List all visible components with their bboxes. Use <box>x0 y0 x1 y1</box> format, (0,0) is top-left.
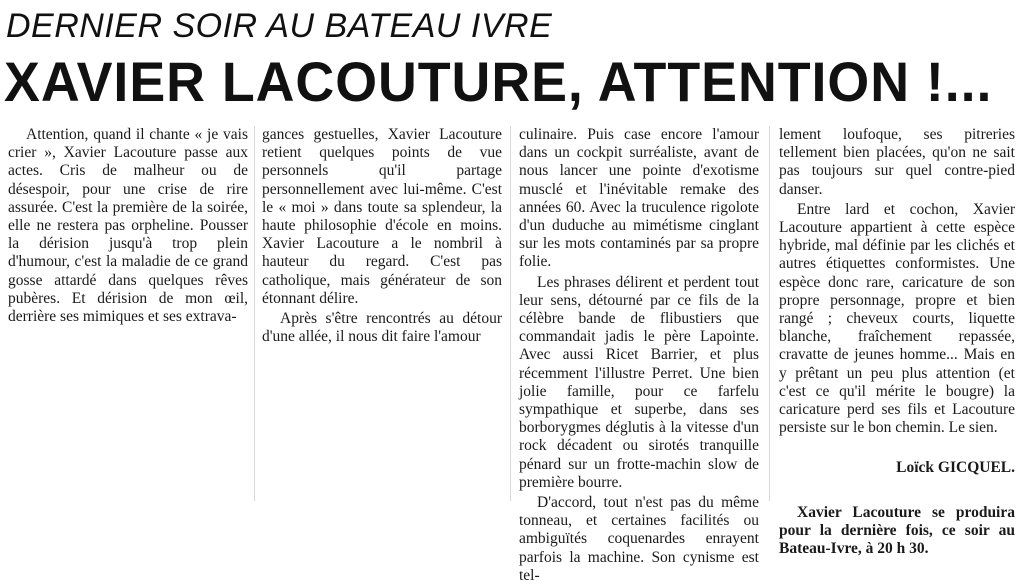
paragraph: Les phrases délirent et perdent tout leur sens, détourné par ce fils de la célèbre bande de flibustiers que commandait jadis le père Lapointe. Avec aussi Ricet Barrier, et plus récemment l'illustre Perret. Une bien jolie famille, pour ce farfelu sympathique et superbe, dans ses borborygmes déglutis à la vitesse d'un rock décadent ou sirotés tranquille pénard sur un frotte-machin slow de première bourre. <box>519 273 759 491</box>
event-note: Xavier Lacouture se produira pour la dernière fois, ce soir au Bateau-Ivre, à 20 h 30. <box>779 503 1015 558</box>
kicker: DERNIER SOIR AU BATEAU IVRE <box>6 7 553 45</box>
column-separator <box>254 126 255 501</box>
article-column-4 <box>779 126 1015 558</box>
column-separator <box>510 126 511 501</box>
author-signature: Loïck GICQUEL. <box>896 459 1015 477</box>
article-column-1 <box>8 126 248 326</box>
paragraph: D'accord, tout n'est pas du même tonneau, et certaines facilités ou ambiguïtés coquenardes enrayent parfois la machine. Son cynisme est tel- <box>519 494 759 584</box>
paragraph: Attention, quand il chante « je vais crier », Xavier Lacouture passe aux actes. Cris de malheur ou de désespoir, pour une crise de rire assurée. C'est la première de la soirée, elle ne restera pas orpheline. Pousser la dérision jusqu'à trop plein d'humour, c'est la maladie de ce grand gosse attardé dans quelques rêves pubères. Et dérision de mon œil, derrière ses mimiques et ses extrava- <box>8 126 248 326</box>
headline: XAVIER LACOUTURE, ATTENTION !... <box>4 50 993 113</box>
paragraph: Après s'être rencontrés au détour d'une allée, il nous dit faire l'amour <box>262 310 502 346</box>
column-separator <box>769 126 770 501</box>
article-column-3 <box>519 126 759 585</box>
paragraph: gances gestuelles, Xavier Lacouture retient quelques points de vue personnels qu'il partage personnellement avec lui-même. C'est le « moi » dans toute sa splendeur, la haute philosophie d'école en moins. Xavier Lacouture a le nombril à hauteur du regard. C'est pas catholique, mais générateur de son étonnant délire. <box>262 126 502 307</box>
paragraph: Entre lard et cochon, Xavier Lacouture appartient à cette espèce hybride, mal définie par les clichés et autres étiquettes conformistes. Une espèce donc rare, caricature de son propre personnage, propre et bien rangé ; cheveux courts, liquette blanche, fraîchement repassée, cravatte de jeunes homme... Mais en y prêtant un peu plus attention (et c'est ce qu'il mérite le bougre) la caricature perd ses fils et Lacouture persiste sur le bon chemin. Le sien. <box>779 200 1015 437</box>
paragraph: culinaire. Puis case encore l'amour dans un cockpit surréaliste, avant de nous lancer une pointe d'exotisme musclé et l'inévitable remake des années 60. Avec la truculence rigolote d'un duduche au mimétisme cinglant sur les mots contaminés par sa propre folie. <box>519 126 759 271</box>
paragraph: lement loufoque, ses pitreries tellement bien placées, qu'on ne sait pas toujours sur quel contre-pied danser. <box>779 126 1015 198</box>
article-column-2 <box>262 126 502 346</box>
